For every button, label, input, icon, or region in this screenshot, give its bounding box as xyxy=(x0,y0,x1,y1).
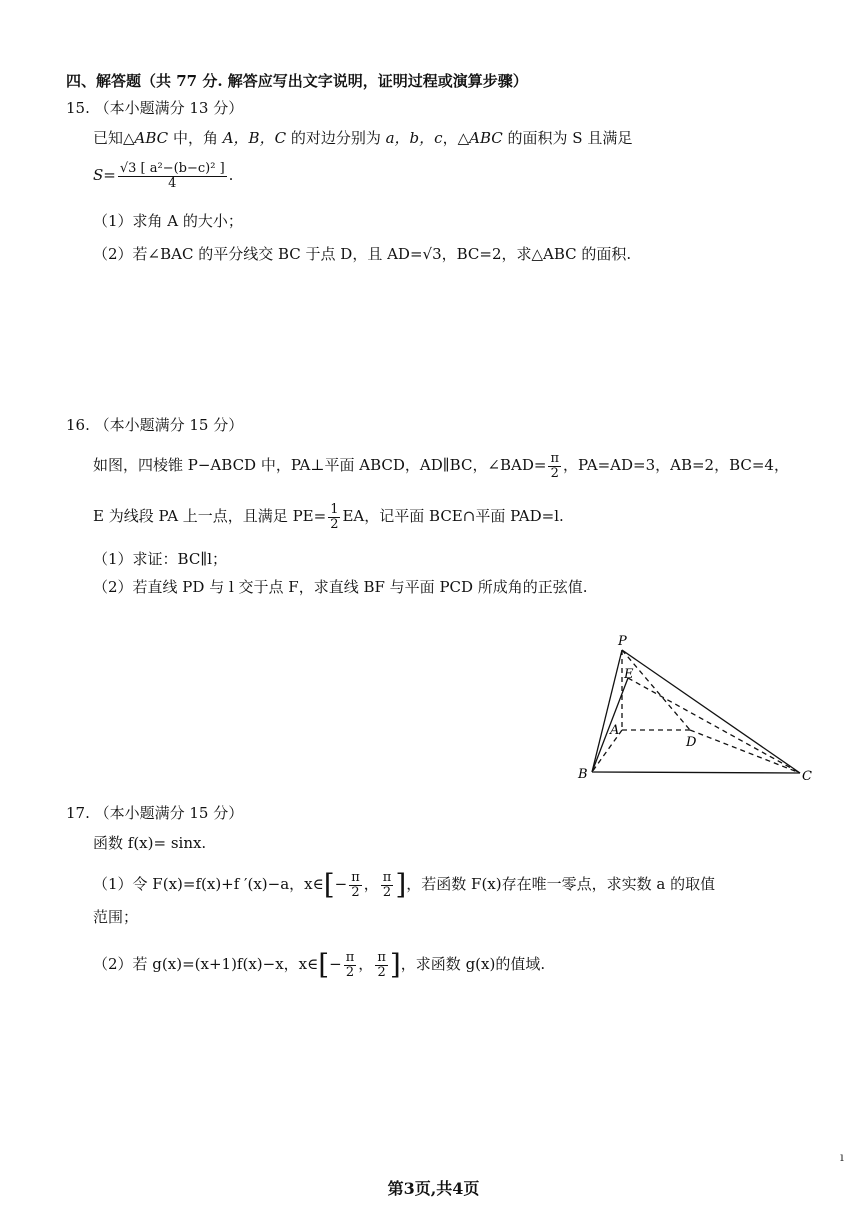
label-C: C xyxy=(802,769,812,784)
q17-header: 17. （本小题满分 15 分） xyxy=(66,804,244,822)
label-D: D xyxy=(686,735,697,750)
q16-part1: （1）求证：BC∥l； xyxy=(93,550,228,568)
edge-PC xyxy=(622,650,800,773)
scan-mark: ı xyxy=(840,1150,844,1164)
q17-part2: （2）若 g(x)=(x+1)f(x)−x，x∈[− $\frac{\pi}{2}$ ， $\frac{\pi}{2}$ ]，求函数 g(x)的值域. xyxy=(93,948,546,981)
label-E: E xyxy=(624,667,634,682)
q16-part2: （2）若直线 PD 与 l 交于点 F，求直线 BF 与平面 PCD 所成角的正弦值. xyxy=(93,578,588,596)
section-title: 四、解答题（共 77 分. 解答应写出文字说明，证明过程或演算步骤） xyxy=(66,72,528,90)
edge-EC xyxy=(628,678,800,773)
q15-header: 15. （本小题满分 13 分） xyxy=(66,99,244,117)
label-B: B xyxy=(578,767,588,782)
edge-PB xyxy=(592,650,622,772)
edge-BC xyxy=(592,772,800,773)
q17-part1: （1）令 F(x)=f(x)+f ′(x)−a，x∈[− $\frac{\pi}{2}$ ， $\frac{\pi}{2}$ ]，若函数 F(x)存在唯一零点，求实数 a 的取值 xyxy=(93,868,716,901)
q15-intro: 已知△ABC 中，角 A，B，C 的对边分别为 a，b，c，△ABC 的面积为 S 且满足 xyxy=(93,129,633,147)
page-footer: 第3页,共4页 xyxy=(387,1179,480,1198)
q15-part1: （1）求角 A 的大小； xyxy=(93,212,243,230)
label-P: P xyxy=(618,634,627,649)
label-A: A xyxy=(610,723,620,738)
q15-formula: S= $\frac{\text{√3 [ a²−(b−c)² ]}}{4}$ . xyxy=(93,160,234,191)
edge-DC xyxy=(690,730,800,773)
pyramid-figure xyxy=(570,630,820,790)
q17-part1-cont: 范围； xyxy=(93,908,139,926)
q16-line2: E 为线段 PA 上一点，且满足 PE= $\frac{1}{2}$ EA，记平面 BCE∩平面 PAD=l. xyxy=(93,501,564,532)
q16-line1: 如图，四棱锥 P−ABCD 中，PA⊥平面 ABCD，AD∥BC，∠BAD= $\frac{\pi}{2}$ ，PA=AD=3，AB=2，BC=4， xyxy=(93,450,789,481)
q15-part2: （2）若∠BAC 的平分线交 BC 于点 D，且 AD=√3，BC=2，求△ABC 的面积. xyxy=(93,245,632,263)
q17-intro: 函数 f(x)= sinx. xyxy=(93,834,207,852)
q16-header: 16. （本小题满分 15 分） xyxy=(66,416,244,434)
